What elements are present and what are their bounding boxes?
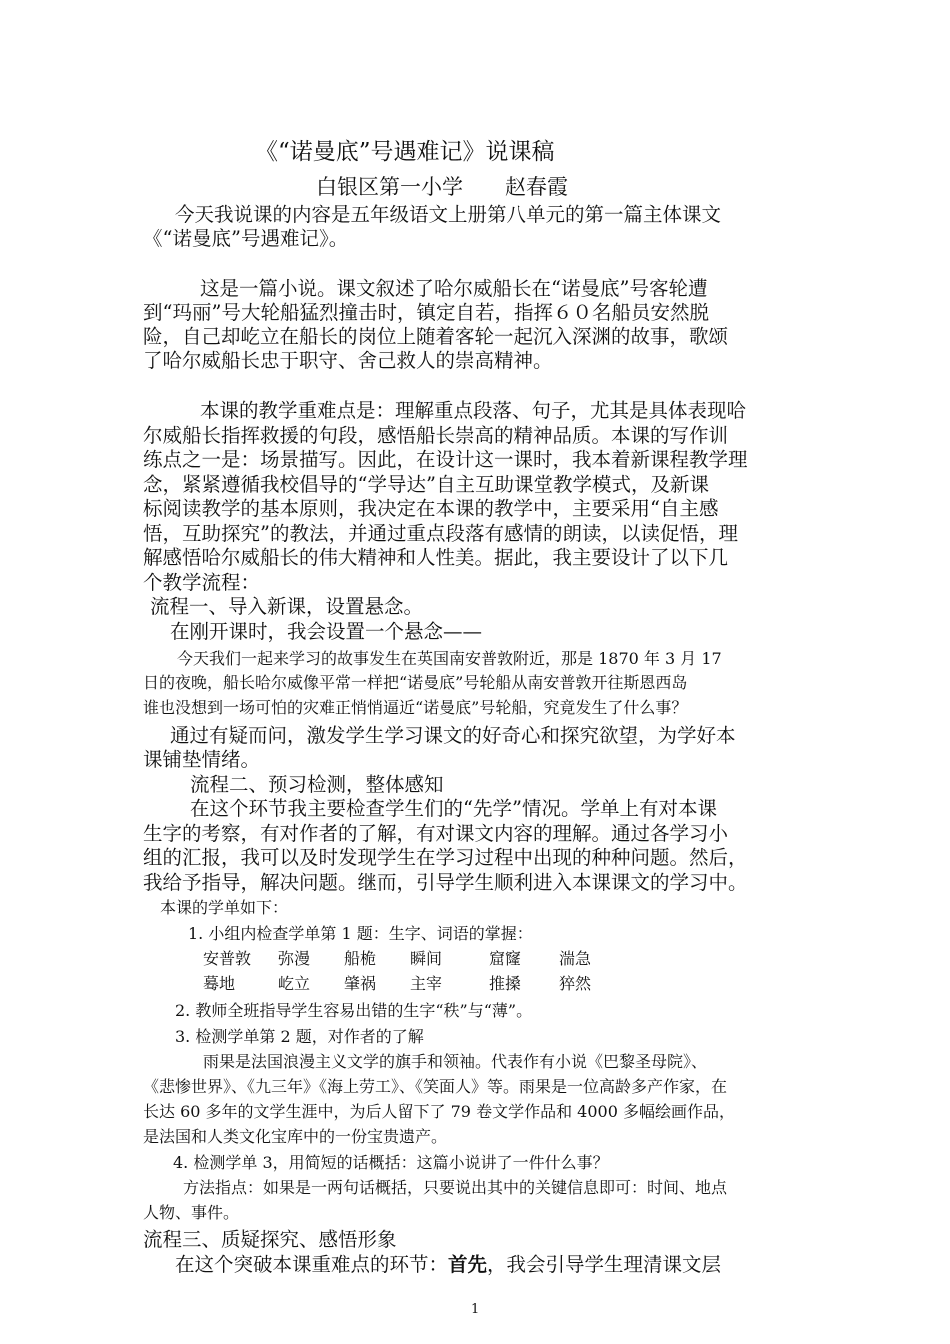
section-heading: 流程一、导入新课，设置悬念。	[150, 595, 424, 618]
body-line: 日的夜晚，船长哈尔威像平常一样把“诺曼底”号轮船从南安普敦开往斯恩西岛	[143, 673, 688, 692]
body-line: 我给予指导，解决问题。继而，引导学生顺利进入本课课文的学习中。	[143, 871, 748, 894]
body-line: 雨果是法国浪漫主义文学的旗手和领袖。代表作有小说《巴黎圣母院》、	[203, 1052, 708, 1071]
word: 安普敦	[203, 949, 252, 968]
emphasis-text: 首先	[448, 1253, 488, 1276]
page-number: 1	[471, 1302, 480, 1317]
body-line: 今天我们一起来学习的故事发生在英国南安普敦附近，那是 1870 年 3 月 17	[177, 649, 722, 668]
body-line: 生字的考察，有对作者的了解，有对课文内容的理解。通过各学习小	[143, 822, 729, 845]
word: 湍急	[559, 949, 592, 968]
list-item: 3. 检测学单第 2 题，对作者的了解	[175, 1027, 424, 1046]
body-line: 《悲惨世界》、《九三年》《海上劳工》、《笑面人》等。雨果是一位高龄多产作家，在	[143, 1077, 728, 1096]
text-run: 在这个突破本课重难点的环节：	[175, 1253, 449, 1276]
list-item: 2. 教师全班指导学生容易出错的生字“秩”与“薄”。	[175, 1001, 533, 1020]
doc-title: 《“诺曼底”号遇难记》说课稿	[255, 139, 555, 165]
word: 弥漫	[278, 949, 311, 968]
word-row-2	[203, 976, 591, 992]
body-line: 念，紧紧遵循我校倡导的“学导达”自主互助课堂教学模式，及新课	[143, 473, 709, 496]
word: 屹立	[278, 974, 311, 993]
body-line: 险，自己却屹立在船长的岗位上随着客轮一起沉入深渊的故事，歌颂	[143, 325, 729, 348]
body-line: 悟，互助探究”的教法，并通过重点段落有感情的朗读，以读促悟，理	[143, 522, 738, 545]
word: 瞬间	[410, 949, 443, 968]
body-line: 今天我说课的内容是五年级语文上册第八单元的第一篇主体课文	[175, 203, 722, 226]
word: 窟窿	[489, 949, 522, 968]
body-line: 谁也没想到一场可怕的灾难正悄悄逼近“诺曼底”号轮船，究竟发生了什么事？	[143, 698, 688, 717]
body-line: 长达 60 多年的文学生涯中，为后人留下了 79 卷文学作品和 4000 多幅绘画作品，	[143, 1102, 735, 1121]
body-line: 人物、事件。	[143, 1203, 240, 1222]
body-line: 课铺垫情绪。	[143, 748, 261, 771]
body-line: 组的汇报，我可以及时发现学生在学习过程中出现的种种问题。然后，	[143, 846, 748, 869]
body-line: 解感悟哈尔威船长的伟大精神和人性美。据此，我主要设计了以下几	[143, 546, 729, 569]
body-line: 在这个环节我主要检查学生们的“先学”情况。学单上有对本课	[190, 797, 717, 820]
word: 推搡	[489, 974, 522, 993]
section-heading: 流程二、预习检测，整体感知	[190, 773, 444, 796]
body-line: 通过有疑而问，激发学生学习课文的好奇心和探究欲望，为学好本	[170, 724, 736, 747]
word-row-1	[203, 951, 591, 967]
list-item: 4. 检测学单 3，用简短的话概括：这篇小说讲了一件什么事？	[173, 1153, 609, 1172]
body-line: 到“玛丽”号大轮船猛烈撞击时，镇定自若，指挥６０名船员安然脱	[143, 301, 709, 324]
word: 肇祸	[344, 974, 377, 993]
body-line: 标阅读教学的基本原则，我决定在本课的教学中，主要采用“自主感	[143, 497, 719, 520]
body-line: 在刚开课时，我会设置一个悬念——	[170, 620, 483, 643]
body-line: 本课的教学重难点是：理解重点段落、句子，尤其是具体表现哈	[200, 399, 747, 422]
body-line: 个教学流程：	[143, 571, 261, 594]
body-line: 《“诺曼底”号遇难记》。	[143, 227, 349, 250]
word: 主宰	[410, 974, 443, 993]
body-line: 本课的学单如下：	[160, 898, 289, 917]
body-line	[175, 1255, 721, 1275]
body-line: 练点之一是：场景描写。因此，在设计这一课时，我本着新课程教学理	[143, 448, 748, 471]
body-line: 这是一篇小说。课文叙述了哈尔威船长在“诺曼底”号客轮遭	[200, 277, 708, 300]
word: 猝然	[559, 974, 592, 993]
author-line: 白银区第一小学 赵春霞	[316, 175, 568, 199]
body-line: 方法指点：如果是一两句话概括，只要说出其中的关键信息即可：时间、地点	[183, 1178, 728, 1197]
list-item: 1. 小组内检查学单第 1 题：生字、词语的掌握：	[188, 924, 533, 943]
text-run: ，我会引导学生理清课文层	[487, 1253, 722, 1276]
body-line: 尔威船长指挥救援的句段，感悟船长崇高的精神品质。本课的写作训	[143, 424, 729, 447]
section-heading: 流程三、质疑探究、感悟形象	[143, 1228, 397, 1251]
body-line: 是法国和人类文化宝库中的一份宝贵遗产。	[143, 1127, 448, 1146]
word: 船桅	[344, 949, 377, 968]
word: 蓦地	[203, 974, 236, 993]
body-line: 了哈尔威船长忠于职守、舍己救人的崇高精神。	[143, 349, 553, 372]
